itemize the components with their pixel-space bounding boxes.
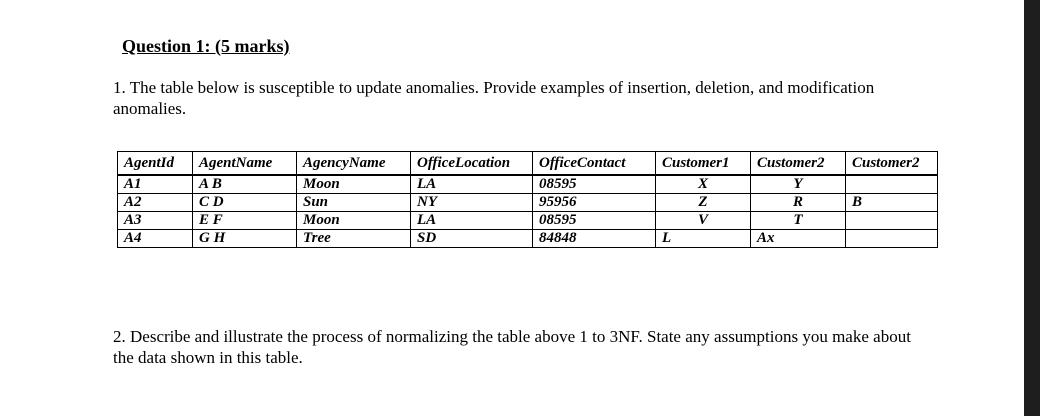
table-cell: NY [411, 194, 533, 212]
table-cell: G H [193, 230, 297, 248]
table-cell: SD [411, 230, 533, 248]
table-cell: 84848 [533, 230, 656, 248]
table-cell: A3 [118, 212, 193, 230]
table-cell [846, 230, 938, 248]
table-cell: C D [193, 194, 297, 212]
table-cell: A2 [118, 194, 193, 212]
table-cell [846, 212, 938, 230]
table-row [118, 230, 938, 248]
table-row [118, 175, 938, 194]
table-cell: R [751, 194, 846, 212]
table-cell: L [656, 230, 751, 248]
table-cell: Z [656, 194, 751, 212]
agent-table [117, 151, 938, 248]
table-cell: A B [193, 175, 297, 194]
table-cell: LA [411, 175, 533, 194]
table-cell: Moon [297, 175, 411, 194]
table-cell: 08595 [533, 175, 656, 194]
table-cell: 08595 [533, 212, 656, 230]
table-cell: V [656, 212, 751, 230]
table-cell: Sun [297, 194, 411, 212]
column-header: OfficeContact [533, 152, 656, 176]
column-header: AgencyName [297, 152, 411, 176]
table-cell: Y [751, 175, 846, 194]
table-cell: B [846, 194, 938, 212]
table-cell: A1 [118, 175, 193, 194]
column-header: OfficeLocation [411, 152, 533, 176]
column-header: AgentId [118, 152, 193, 176]
column-header: AgentName [193, 152, 297, 176]
window-edge-bar [1024, 0, 1040, 416]
table-cell: A4 [118, 230, 193, 248]
question-part-1: 1. The table below is susceptible to update anomalies. Provide examples of insertion, deletion, and modification anomalies. [113, 78, 875, 118]
table-cell: Tree [297, 230, 411, 248]
table-cell [846, 175, 938, 194]
column-header: Customer1 [656, 152, 751, 176]
table-cell: X [656, 175, 751, 194]
table-cell: Moon [297, 212, 411, 230]
question-heading: Question 1: (5 marks) [122, 36, 290, 56]
table-cell: LA [411, 212, 533, 230]
column-header: Customer2 [846, 152, 938, 176]
table-cell: 95956 [533, 194, 656, 212]
table-row [118, 194, 938, 212]
table-cell: E F [193, 212, 297, 230]
table-row [118, 212, 938, 230]
table-cell: Ax [751, 230, 846, 248]
table-header-row [118, 152, 938, 176]
column-header: Customer2 [751, 152, 846, 176]
question-part-2: 2. Describe and illustrate the process of normalizing the table above 1 to 3NF. State any assumptions you make about the data shown in this table. [113, 327, 911, 367]
table-cell: T [751, 212, 846, 230]
